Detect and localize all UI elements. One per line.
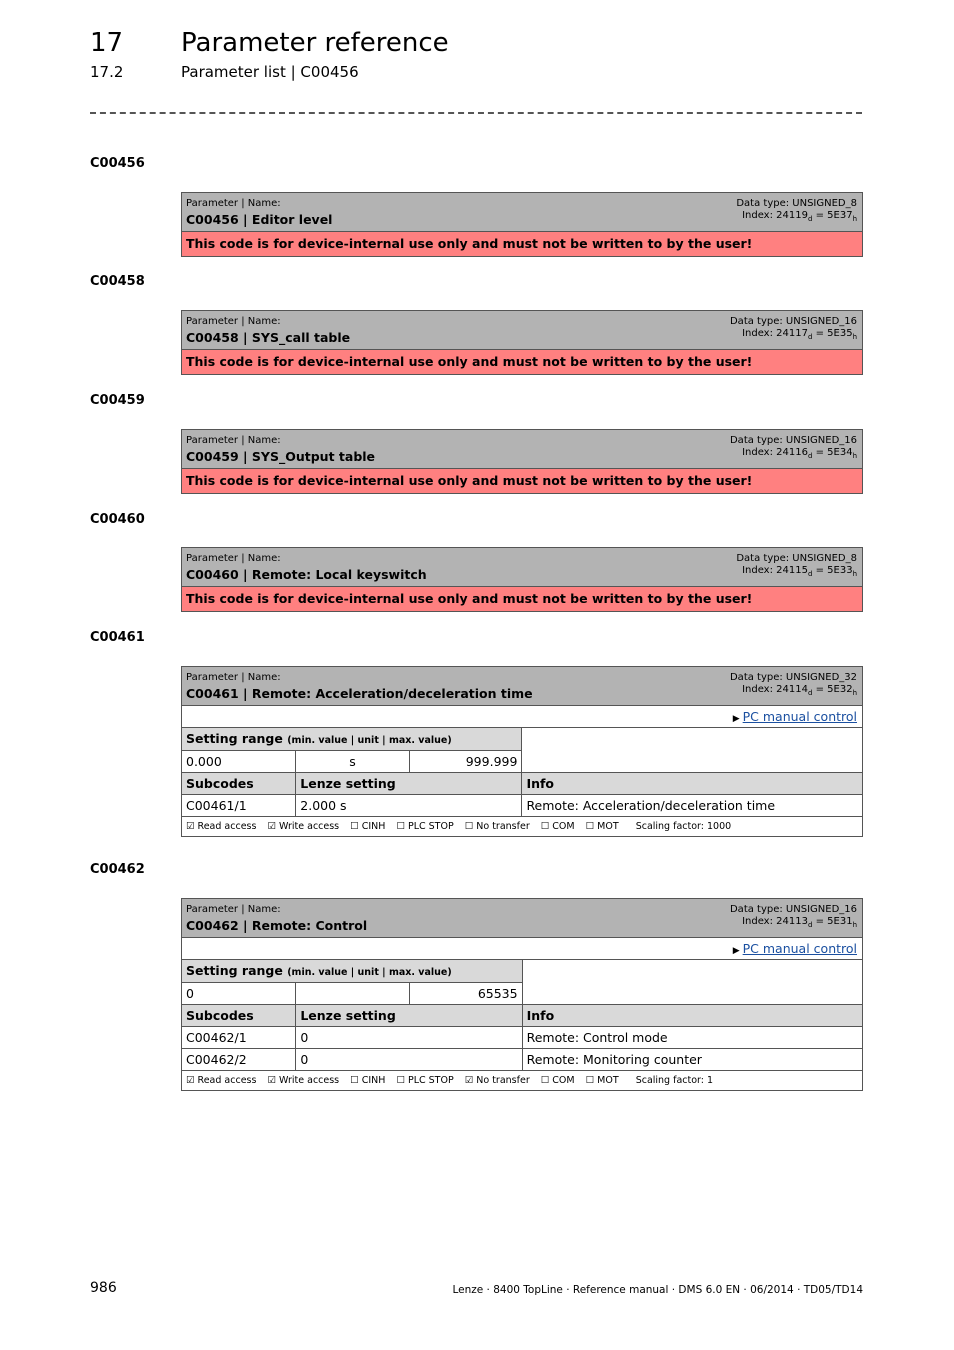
subcode: C00461/1 xyxy=(182,794,296,816)
max-value: 65535 xyxy=(409,982,522,1004)
data-type: Data type: UNSIGNED_16 xyxy=(729,316,857,327)
param-name-label: Parameter | Name: xyxy=(186,435,281,446)
chapter-number: 17 xyxy=(90,28,124,58)
flag-com: ☐ COM xyxy=(540,820,575,832)
section-heading: C00456 xyxy=(90,156,145,171)
warning-text: This code is for device-internal use only and must not be written to by the user! xyxy=(182,350,862,374)
param-header xyxy=(182,667,862,706)
scaling-factor: Scaling factor: 1000 xyxy=(635,820,732,832)
param-name: C00462 | Remote: Control xyxy=(186,918,368,933)
warning-text: This code is for device-internal use only and must not be written to by the user! xyxy=(182,469,862,493)
min-value: 0.000 xyxy=(182,750,296,772)
flag-no-transfer: ☐ No transfer xyxy=(464,820,530,832)
flag-read-access: ☑ Read access xyxy=(186,1074,257,1086)
unit: s xyxy=(296,750,409,772)
min-value: 0 xyxy=(182,982,296,1004)
data-type: Data type: UNSIGNED_16 xyxy=(729,904,857,915)
data-type: Data type: UNSIGNED_16 xyxy=(729,435,857,446)
empty-cell xyxy=(522,960,862,1004)
data-type: Data type: UNSIGNED_32 xyxy=(729,672,857,683)
param-box xyxy=(181,547,863,612)
lenze-setting: 0 xyxy=(296,1026,522,1048)
param-name-label: Parameter | Name: xyxy=(186,198,281,209)
param-name-label: Parameter | Name: xyxy=(186,553,281,564)
setting-range-header: Setting range (min. value | unit | max. value) xyxy=(182,960,522,982)
flag-cinh: ☐ CINH xyxy=(350,820,386,832)
param-name: C00456 | Editor level xyxy=(186,212,333,227)
flag-read-access: ☑ Read access xyxy=(186,820,257,832)
param-box xyxy=(181,898,863,1091)
param-name: C00458 | SYS_call table xyxy=(186,330,351,345)
lenze-setting: 0 xyxy=(296,1048,522,1070)
section-heading: C00459 xyxy=(90,393,145,408)
lenze-setting-header: Lenze setting xyxy=(296,772,522,794)
param-name-label: Parameter | Name: xyxy=(186,316,281,327)
table-row xyxy=(182,1048,862,1070)
param-header xyxy=(182,193,862,232)
link-row xyxy=(182,938,862,960)
param-name: C00461 | Remote: Acceleration/deceleration time xyxy=(186,686,533,701)
empty-cell xyxy=(522,728,862,772)
param-box xyxy=(181,310,863,375)
info-header: Info xyxy=(522,772,862,794)
subcodes-header: Subcodes xyxy=(182,772,296,794)
flag-write-access: ☑ Write access xyxy=(267,1074,340,1086)
flag-com: ☐ COM xyxy=(540,1074,575,1086)
param-name: C00459 | SYS_Output table xyxy=(186,449,376,464)
flags-row xyxy=(182,817,862,836)
section-heading: C00458 xyxy=(90,274,145,289)
warning-text: This code is for device-internal use only and must not be written to by the user! xyxy=(182,232,862,256)
param-name-label: Parameter | Name: xyxy=(186,904,281,915)
param-header xyxy=(182,311,862,350)
table-row xyxy=(182,1026,862,1048)
triangle-right-icon: ▶ xyxy=(732,714,740,724)
param-header xyxy=(182,548,862,587)
param-box xyxy=(181,666,863,837)
table-row xyxy=(182,794,862,816)
chapter-title: Parameter reference xyxy=(181,28,449,58)
param-box xyxy=(181,429,863,494)
info: Remote: Acceleration/deceleration time xyxy=(522,794,862,816)
setting-range-header: Setting range (min. value | unit | max. value) xyxy=(182,728,522,750)
param-header xyxy=(182,430,862,469)
subcode: C00462/1 xyxy=(182,1026,296,1048)
param-index: Index: $24115_d = 5E33_h$ xyxy=(742,565,857,578)
flags-row xyxy=(182,1071,862,1090)
pc-manual-control-link[interactable]: PC manual control xyxy=(742,709,857,724)
section-title: Parameter list | C00456 xyxy=(181,63,359,81)
header-divider xyxy=(90,112,862,114)
scaling-factor: Scaling factor: 1 xyxy=(635,1074,714,1086)
subcode: C00462/2 xyxy=(182,1048,296,1070)
param-name: C00460 | Remote: Local keyswitch xyxy=(186,567,427,582)
pc-manual-control-link[interactable]: PC manual control xyxy=(742,941,857,956)
link-row xyxy=(182,706,862,728)
section-heading: C00461 xyxy=(90,630,145,645)
param-box xyxy=(181,192,863,257)
param-index: Index: $24119_d = 5E37_h$ xyxy=(742,210,857,223)
param-header xyxy=(182,899,862,938)
lenze-setting-header: Lenze setting xyxy=(296,1004,522,1026)
footer-text: Lenze · 8400 TopLine · Reference manual · DMS 6.0 EN · 06/2014 · TD05/TD14 xyxy=(452,1284,863,1296)
flag-plc-stop: ☐ PLC STOP xyxy=(396,1074,454,1086)
param-index: Index: $24114_d = 5E32_h$ xyxy=(742,684,857,697)
flag-cinh: ☐ CINH xyxy=(350,1074,386,1086)
data-type: Data type: UNSIGNED_8 xyxy=(736,198,857,209)
unit xyxy=(296,982,410,1004)
param-index: Index: $24116_d = 5E34_h$ xyxy=(742,447,857,460)
lenze-setting: 2.000 s xyxy=(296,794,522,816)
flag-plc-stop: ☐ PLC STOP xyxy=(396,820,454,832)
warning-text: This code is for device-internal use only and must not be written to by the user! xyxy=(182,587,862,611)
param-table xyxy=(182,728,862,817)
flag-no-transfer: ☑ No transfer xyxy=(464,1074,530,1086)
info: Remote: Monitoring counter xyxy=(522,1048,862,1070)
info: Remote: Control mode xyxy=(522,1026,862,1048)
param-index: Index: $24113_d = 5E31_h$ xyxy=(742,916,857,929)
param-index: Index: $24117_d = 5E35_h$ xyxy=(742,328,857,341)
data-type: Data type: UNSIGNED_8 xyxy=(736,553,857,564)
flag-mot: ☐ MOT xyxy=(585,820,619,832)
page-number: 986 xyxy=(90,1280,117,1296)
flag-write-access: ☑ Write access xyxy=(267,820,340,832)
section-number: 17.2 xyxy=(90,63,124,81)
param-table xyxy=(182,960,862,1071)
triangle-right-icon: ▶ xyxy=(732,946,740,956)
section-heading: C00462 xyxy=(90,862,145,877)
flag-mot: ☐ MOT xyxy=(585,1074,619,1086)
param-name-label: Parameter | Name: xyxy=(186,672,281,683)
section-heading: C00460 xyxy=(90,512,145,527)
subcodes-header: Subcodes xyxy=(182,1004,296,1026)
max-value: 999.999 xyxy=(409,750,522,772)
info-header: Info xyxy=(522,1004,862,1026)
